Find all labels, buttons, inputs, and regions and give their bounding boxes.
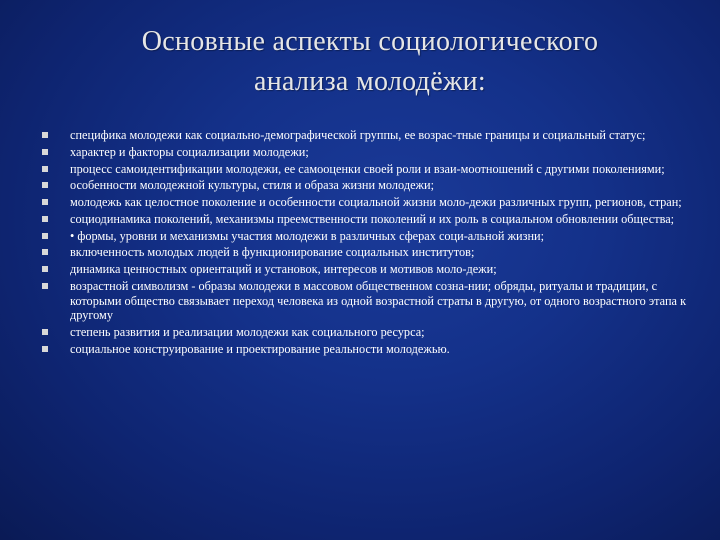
square-bullet-icon [42, 249, 48, 255]
bullet-item [42, 342, 702, 357]
bullet-item [42, 245, 702, 260]
bullet-item [42, 262, 702, 277]
square-bullet-icon [42, 132, 48, 138]
slide-title-line-1: Основные аспекты социологического [141, 26, 599, 57]
bullet-text: социальное конструирование и проектирование реальности молодежью. [70, 341, 450, 356]
square-bullet-icon [42, 216, 48, 222]
slide-title-line-2: анализа молодёжи: [254, 66, 486, 97]
square-bullet-icon [42, 266, 48, 272]
bullet-text: процесс самоидентификации молодежи, ее самооценки своей роли и взаи-моотношений с другими поколениями; [70, 161, 665, 176]
bullet-item [42, 162, 702, 177]
bullet-text: специфика молодежи как социально-демографической группы, ее возрас-тные границы и социальный статус; [70, 128, 646, 142]
bullet-text: возрастной символизм - образы молодежи в массовом общественном созна-нии; обряды, ритуалы и традиции, с которыми общество связывает переход человека из одной возрастной страты в другую, от одного возрастного этапа к другому [70, 279, 687, 323]
bullet-text: динамика ценностных ориентаций и установок, интересов и мотивов моло-дежи; [70, 262, 497, 277]
square-bullet-icon [42, 346, 48, 352]
square-bullet-icon [42, 166, 48, 172]
bullet-item [42, 229, 702, 244]
bullet-item [42, 145, 702, 160]
slide-title [40, 22, 700, 102]
bullet-item [42, 212, 702, 227]
bullet-item [42, 178, 702, 193]
bullet-text: включенность молодых людей в функционирование социальных институтов; [70, 245, 475, 260]
bullet-text: степень развития и реализации молодежи как социального ресурса; [70, 325, 425, 339]
square-bullet-icon [42, 149, 48, 155]
square-bullet-icon [42, 182, 48, 188]
bullet-text: особенности молодежной культуры, стиля и образа жизни молодежи; [70, 178, 435, 193]
bullet-text: социодинамика поколений, механизмы преемственности поколений и их роль в социальном обновлении общества; [70, 211, 675, 226]
bullet-text: • формы, уровни и механизмы участия молодежи в различных сферах соци-альной жизни; [70, 228, 545, 243]
square-bullet-icon [42, 283, 48, 289]
bullet-text: молодежь как целостное поколение и особенности социальной жизни моло-дежи различных групп, регионов, стран; [70, 195, 682, 210]
bullet-item [42, 128, 702, 143]
bullet-text: характер и факторы социализации молодежи; [70, 144, 309, 159]
bullet-item [42, 325, 702, 340]
bullet-item [42, 279, 702, 323]
square-bullet-icon [42, 233, 48, 239]
bullet-list [42, 128, 702, 359]
bullet-item [42, 195, 702, 210]
square-bullet-icon [42, 199, 48, 205]
square-bullet-icon [42, 329, 48, 335]
